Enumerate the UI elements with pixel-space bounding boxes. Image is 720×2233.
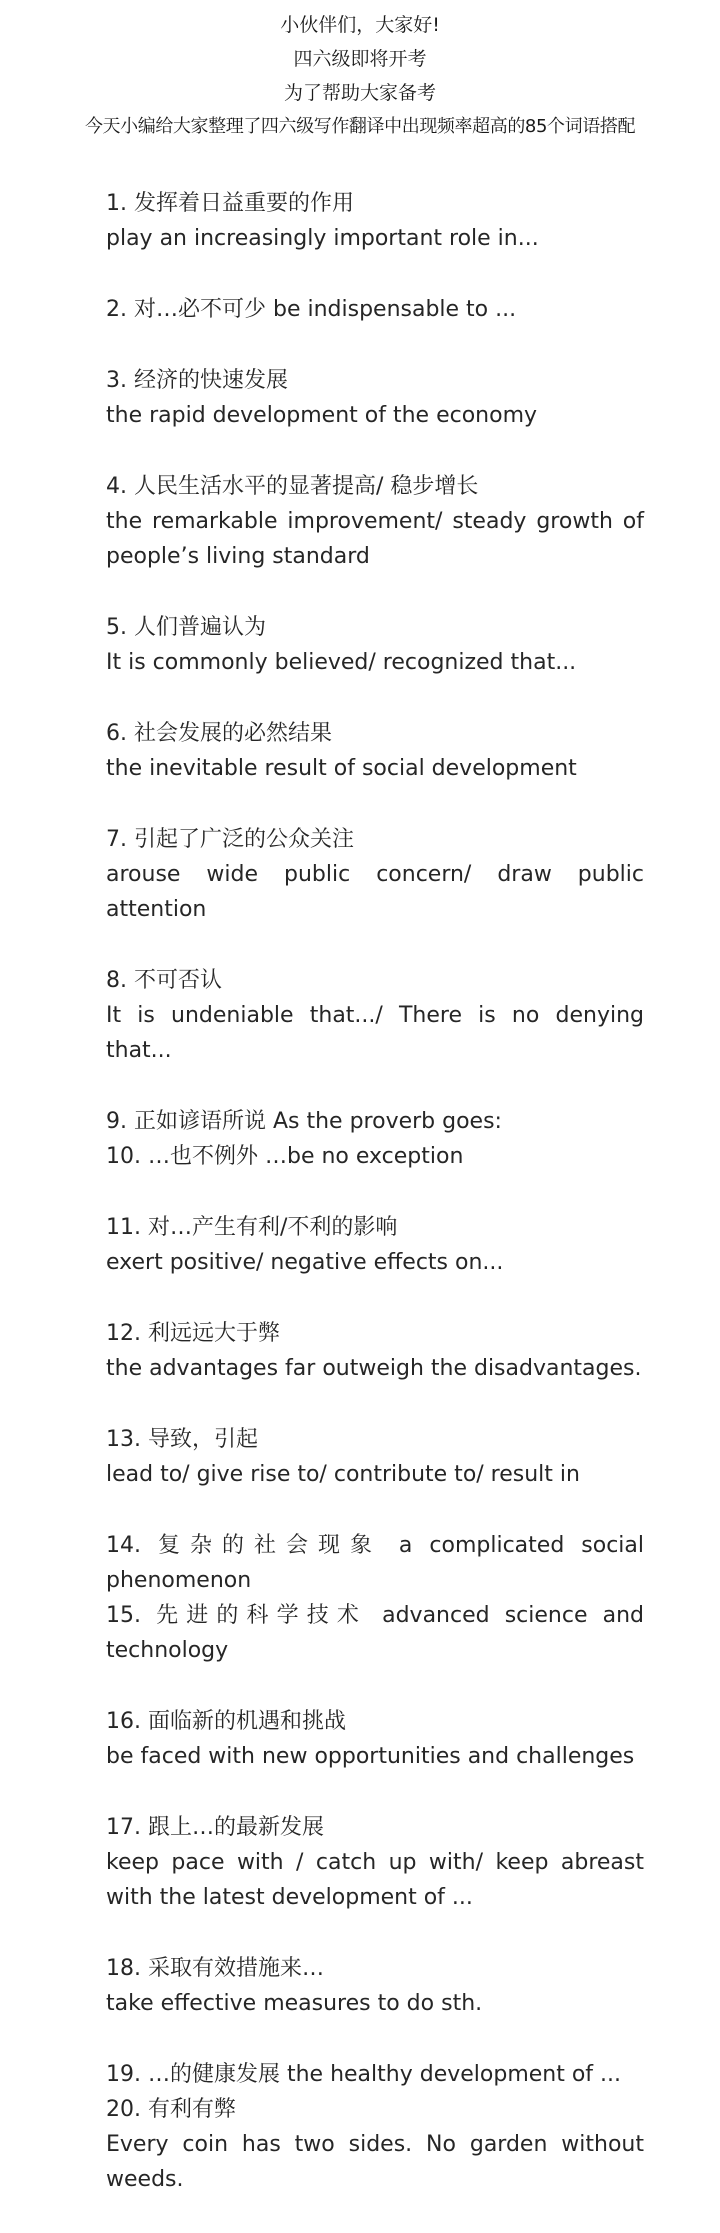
phrase-text: arouse wide public concern/ draw public attention (106, 862, 644, 922)
exam-notice-line: 四六级即将开考 (293, 48, 427, 70)
phrase-text: It is commonly believed/ recognized that... (106, 650, 577, 675)
phrase-text: 11. 对…产生有利/不利的影响 (106, 1215, 398, 1240)
phrase-item-6 (106, 716, 644, 786)
phrase-text: 7. 引起了广泛的公众关注 (106, 827, 354, 852)
phrase-text: 17. 跟上…的最新发展 (106, 1815, 324, 1840)
phrase-item-18 (106, 1951, 644, 2021)
phrase-text: 14. 复杂的社会现象 a complicated social phenomenon (106, 1533, 644, 1593)
phrase-text: 8. 不可否认 (106, 968, 222, 993)
phrase-item-3 (106, 363, 644, 433)
phrase-text: 5. 人们普遍认为 (106, 615, 266, 640)
phrase-text: 12. 利远远大于弊 (106, 1321, 280, 1346)
phrase-text: 9. 正如谚语所说 As the proverb goes: (106, 1109, 502, 1134)
phrase-item-1 (106, 186, 644, 256)
phrase-text: take effective measures to do sth. (106, 1991, 483, 2016)
phrase-item-5 (106, 610, 644, 680)
phrase-text: the inevitable result of social development (106, 756, 577, 781)
phrase-item-19-20 (106, 2057, 644, 2197)
phrase-item-11 (106, 1210, 644, 1280)
phrase-text: 13. 导致，引起 (106, 1427, 258, 1452)
phrase-item-9-10 (106, 1104, 644, 1174)
phrase-item-8 (106, 963, 644, 1068)
summary-line: 今天小编给大家整理了四六级写作翻译中出现频率超高的85个词语搭配 (84, 116, 636, 137)
phrase-text: 10. …也不例外 …be no exception (106, 1144, 464, 1169)
phrase-text: keep pace with / catch up with/ keep abreast with the latest development of ... (106, 1850, 644, 1910)
phrase-text: 1. 发挥着日益重要的作用 (106, 191, 354, 216)
phrase-item-2 (106, 292, 644, 327)
greeting-line: 小伙伴们，大家好! (280, 14, 440, 36)
phrase-text: exert positive/ negative effects on... (106, 1250, 504, 1275)
phrase-text: play an increasingly important role in... (106, 226, 539, 251)
phrase-text: 15. 先进的科学技术 advanced science and technology (106, 1603, 644, 1663)
phrase-text: Every coin has two sides. No garden without weeds. (106, 2132, 644, 2192)
phrase-text: It is undeniable that.../ There is no denying that... (106, 1003, 644, 1063)
phrase-text: 3. 经济的快速发展 (106, 368, 288, 393)
phrase-text: be faced with new opportunities and challenges (106, 1744, 635, 1769)
phrase-item-4 (106, 469, 644, 574)
phrase-text: the rapid development of the economy (106, 403, 538, 428)
phrase-text: the remarkable improvement/ steady growth of people’s living standard (106, 509, 644, 569)
phrase-item-14-15 (106, 1528, 644, 1668)
phrase-item-7 (106, 822, 644, 927)
phrase-text: 20. 有利有弊 (106, 2097, 236, 2122)
phrase-item-12 (106, 1316, 644, 1386)
phrase-text: the advantages far outweigh the disadvantages. (106, 1356, 642, 1381)
phrase-text: 4. 人民生活水平的显著提高/ 稳步增长 (106, 474, 479, 499)
phrase-text: 16. 面临新的机遇和挑战 (106, 1709, 346, 1734)
prep-line: 为了帮助大家备考 (283, 82, 436, 104)
phrase-text: 6. 社会发展的必然结果 (106, 721, 332, 746)
phrase-item-16 (106, 1704, 644, 1774)
intro-header (0, 0, 720, 144)
phrase-list (106, 186, 644, 2233)
phrase-text: lead to/ give rise to/ contribute to/ result in (106, 1462, 580, 1487)
phrase-text: 2. 对…必不可少 be indispensable to ... (106, 297, 517, 322)
phrase-text: 18. 采取有效措施来… (106, 1956, 324, 1981)
phrase-item-17 (106, 1810, 644, 1915)
phrase-item-13 (106, 1422, 644, 1492)
phrase-text: 19. …的健康发展 the healthy development of ... (106, 2062, 622, 2087)
